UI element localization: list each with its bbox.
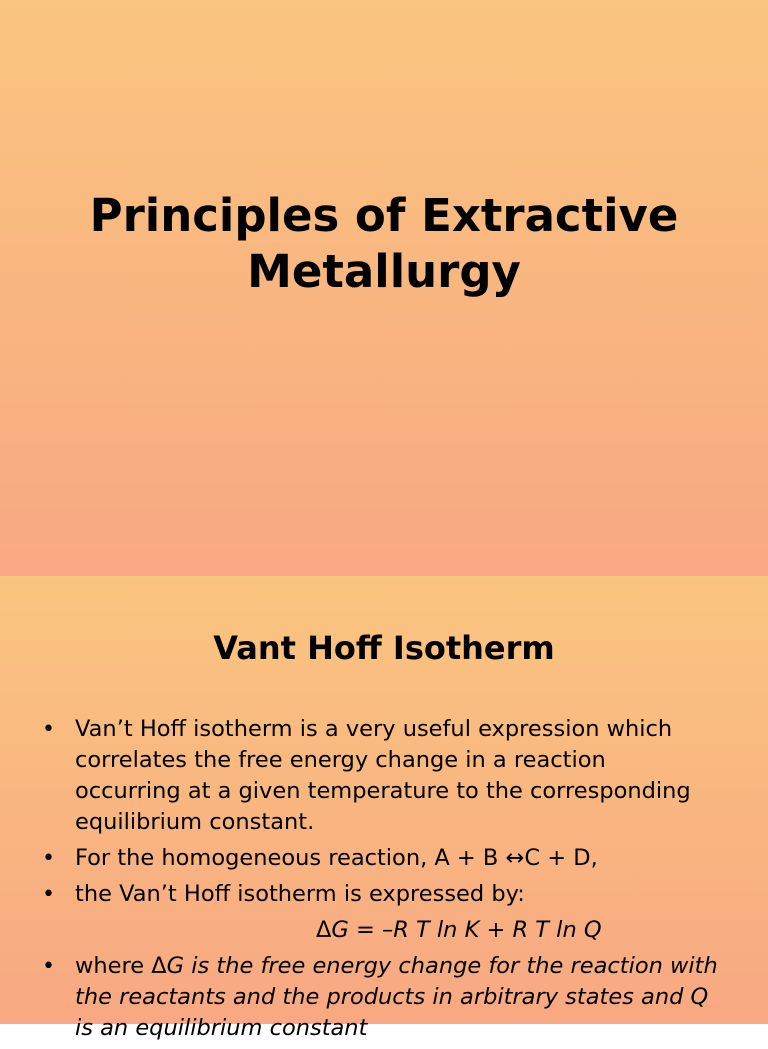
bullet-text: For the homogeneous reaction, A + B ↔C + D, — [75, 845, 598, 871]
bullet-text: Van’t Hoff isotherm is a very useful expression which correlates the free energy change in a reaction occurring at a given temperature to the corresponding equilibrium constant. — [75, 716, 691, 835]
bullet-item-2 — [0, 843, 768, 874]
slide-title-heading — [0, 188, 768, 300]
bullet-icon: • — [42, 882, 55, 907]
bullet-item-4 — [0, 951, 768, 1044]
bullet-item-3 — [0, 879, 768, 910]
bullet-item-1 — [0, 714, 768, 838]
equation-delta: Δ — [316, 917, 332, 943]
slide-vant-hoff — [0, 576, 768, 1041]
title-line-1: Principles of Extractive — [89, 189, 679, 242]
bullet-icon: • — [42, 717, 55, 742]
slide-heading: Vant Hoff Isotherm — [213, 629, 555, 667]
title-line-2: Metallurgy — [247, 245, 521, 298]
equation-body: G = –R T ln K + R T ln Q — [331, 917, 602, 943]
bullet-text-italic: G is the free energy change for the reaction with the reactants and the products in arbitrary states and Q is an equilibrium constant — [75, 953, 718, 1041]
bullet-icon: • — [42, 954, 55, 979]
equation — [316, 915, 602, 946]
bullet-text-prefix: where Δ — [75, 953, 167, 979]
bullet-text: the Van’t Hoff isotherm is expressed by: — [75, 881, 525, 907]
bullet-list — [0, 714, 768, 1049]
bullet-icon: • — [42, 846, 55, 871]
